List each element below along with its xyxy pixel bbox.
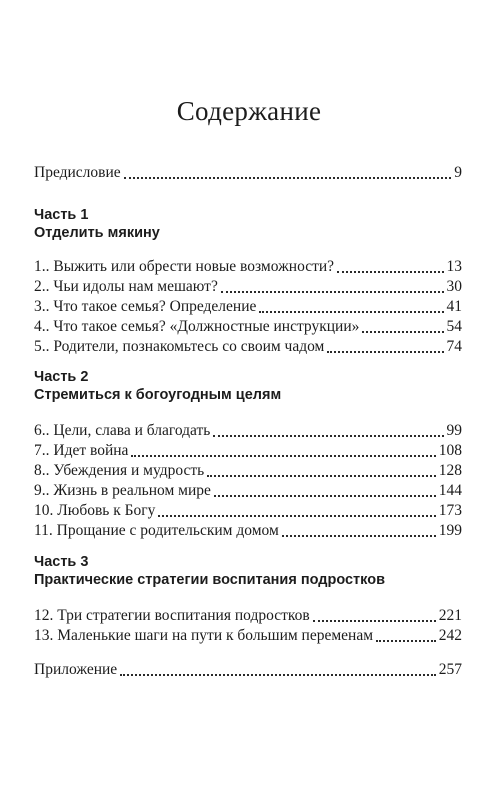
dot-leader [259,311,443,313]
toc-entry [34,482,462,502]
part-1-subtitle: Отделить мякину [34,225,160,241]
toc-entry-label: 9.. Жизнь в реальном мире [34,482,211,499]
toc-entry-page: 144 [438,482,462,499]
page-title: Содержание [176,96,322,126]
dot-leader [214,495,436,497]
toc-entry-label: Предисловие [34,164,121,181]
toc-entry-label: 5.. Родители, познакомьтесь со своим чадом [34,338,325,355]
dot-leader [337,271,443,273]
toc-entry-page: 173 [438,502,462,519]
toc-entry-label: 11. Прощание с родительским домом [34,522,279,539]
dot-leader [221,291,444,293]
toc-entry [34,462,462,482]
toc-entry [34,607,462,627]
toc-entry-page: 13 [446,258,462,275]
toc-entry-page: 108 [438,442,462,459]
dot-leader [376,640,436,642]
dot-leader [124,177,452,179]
toc-entry-page: 128 [438,462,462,479]
part-3-subtitle: Практические стратегии воспитания подростков [34,572,385,588]
toc-entry-appendix [34,661,462,681]
toc-entry-page: 221 [438,607,462,624]
toc-entry-page: 54 [446,318,462,335]
dot-leader [120,674,436,676]
toc-entry [34,278,462,298]
part-2-heading: Часть 2 [34,369,89,385]
toc-entry-page: 41 [446,298,462,315]
toc-entry [34,502,462,522]
toc-entry-label: 2.. Чьи идолы нам мешают? [34,278,218,295]
toc-entry-page: 199 [438,522,462,539]
toc-entry-preface [34,164,462,184]
toc-entry [34,258,462,278]
dot-leader [207,475,435,477]
toc-entry [34,442,462,462]
toc-entry-label: 7.. Идет война [34,442,129,459]
toc-entry-label: 1.. Выжить или обрести новые возможности? [34,258,335,275]
toc-entry-page: 99 [446,422,462,439]
part-1-heading: Часть 1 [34,207,89,223]
toc-entry-page: 30 [446,278,462,295]
toc-entry-page: 9 [454,164,462,181]
toc-entry [34,298,462,318]
toc-entry-label: 10. Любовь к Богу [34,502,156,519]
toc-entry [34,338,462,358]
toc-entry-label: 8.. Убеждения и мудрость [34,462,205,479]
part-3-heading: Часть 3 [34,554,89,570]
toc-entry [34,422,462,442]
toc-entry-label: 3.. Что такое семья? Определение [34,298,257,315]
dot-leader [158,515,435,517]
dot-leader [313,620,436,622]
dot-leader [362,331,443,333]
toc-entry-label: Приложение [34,661,118,678]
dot-leader [327,351,443,353]
toc-entry-label: 13. Маленькие шаги на пути к большим переменам [34,627,374,644]
toc-entry-label: 4.. Что такое семья? «Должностные инструкции» [34,318,360,335]
toc-entry-page: 74 [446,338,462,355]
toc-entry [34,522,462,542]
toc-entry-page: 257 [438,661,462,678]
toc-entry-page: 242 [438,627,462,644]
part-2-subtitle: Стремиться к богоугодным целям [34,387,282,403]
dot-leader [282,535,436,537]
dot-leader [213,435,443,437]
toc-entry [34,318,462,338]
toc-entry-label: 6.. Цели, слава и благодать [34,422,211,439]
dot-leader [131,455,435,457]
toc-entry-label: 12. Три стратегии воспитания подростков [34,607,310,624]
toc-entry [34,627,462,647]
